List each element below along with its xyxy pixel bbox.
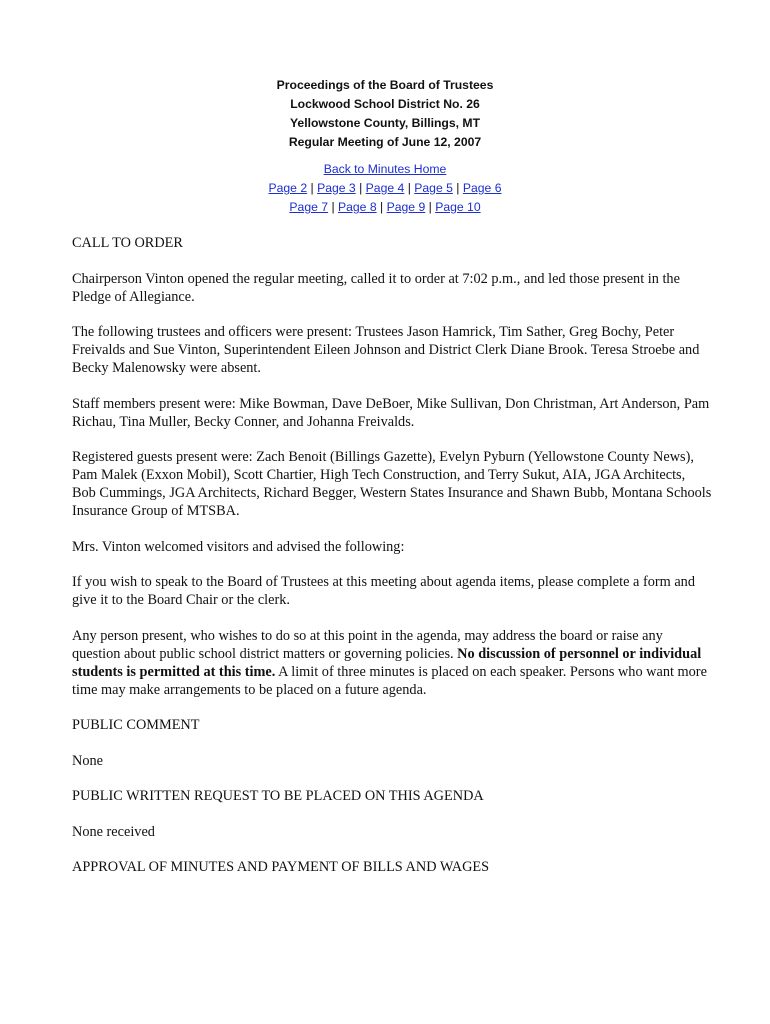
public-address-intro: Any person present, who wishes to do so at this point in the agenda, may address the board or raise any question about public school district matters or governing policies. <box>72 627 663 662</box>
public-address-paragraph <box>72 627 712 699</box>
page-link-3[interactable]: Page 3 <box>317 181 356 195</box>
page-link-8[interactable]: Page 8 <box>338 200 377 214</box>
public-comment-heading: PUBLIC COMMENT <box>72 717 200 733</box>
minutes-body <box>72 234 712 894</box>
page-links-row-1 <box>0 179 770 198</box>
page-link-5[interactable]: Page 5 <box>414 181 453 195</box>
header-title: Proceedings of the Board of Trustees <box>276 78 494 92</box>
back-link-row <box>0 160 770 179</box>
link-separator: | <box>359 181 363 195</box>
link-separator: | <box>331 200 335 214</box>
page-link-2[interactable]: Page 2 <box>268 181 308 195</box>
link-separator: | <box>428 200 432 214</box>
call-to-order-text: Chairperson Vinton opened the regular meeting, called it to order at 7:02 p.m., and led those present in the Pledge of Allegiance. <box>72 270 680 305</box>
page-links-row-2 <box>0 198 770 217</box>
speak-instructions-text: If you wish to speak to the Board of Trustees at this meeting about agenda items, please complete a form and give it to the Board Chair or the clerk. <box>72 574 695 608</box>
approval-heading: APPROVAL OF MINUTES AND PAYMENT OF BILLS AND WAGES <box>72 859 490 875</box>
page-navigation <box>0 160 770 217</box>
public-address-outro: A limit of three minutes is placed on each speaker. Persons who want more time may make arrangements to be placed on a future agenda. <box>72 663 707 698</box>
written-request-text: None received <box>72 823 155 840</box>
public-address-restriction: No discussion of personnel or individual students is permitted at this time. <box>72 645 702 680</box>
trustees-present-text: The following trustees and officers were present: Trustees Jason Hamrick, Tim Sather, Greg Bochy, Peter Freivalds and Sue Vinton, Superintendent Eileen Johnson and District Clerk Diane Brook. Teresa Stroebe and Becky Malenowsky were absent. <box>72 324 700 376</box>
page-link-7[interactable]: Page 7 <box>289 200 329 214</box>
header-district: Lockwood School District No. 26 <box>290 97 480 111</box>
link-separator: | <box>380 200 384 214</box>
written-request-heading: PUBLIC WRITTEN REQUEST TO BE PLACED ON THIS AGENDA <box>72 788 484 804</box>
page-link-9[interactable]: Page 9 <box>386 200 426 214</box>
public-comment-text: None <box>72 752 103 769</box>
header-meeting-date: Regular Meeting of June 12, 2007 <box>288 135 482 149</box>
guests-present-text: Registered guests present were: Zach Benoit (Billings Gazette), Evelyn Pyburn (Yellowstone County News), Pam Malek (Exxon Mobil), Scott Chartier, High Tech Construction, and Terry Sukut, AIA, JGA Architects, Bob Cummings, JGA Architects, Richard Begger, Western States Insurance and Shawn Bubb, Montana Schools Insurance Group of MTSBA. <box>72 449 712 519</box>
welcome-text: Mrs. Vinton welcomed visitors and advised the following: <box>72 538 405 555</box>
call-to-order-heading: CALL TO ORDER <box>72 235 183 251</box>
document-header <box>0 76 770 152</box>
link-separator: | <box>407 181 411 195</box>
link-separator: | <box>310 181 314 195</box>
page-link-4[interactable]: Page 4 <box>365 181 405 195</box>
back-to-minutes-link[interactable]: Back to Minutes Home <box>323 162 447 176</box>
link-separator: | <box>456 181 460 195</box>
page-link-6[interactable]: Page 6 <box>462 181 502 195</box>
page-link-10[interactable]: Page 10 <box>435 200 481 214</box>
header-location: Yellowstone County, Billings, MT <box>289 116 481 130</box>
staff-present-text: Staff members present were: Mike Bowman, Dave DeBoer, Mike Sullivan, Don Christman, Art Anderson, Pam Richau, Tina Muller, Becky Conner, and Johanna Freivalds. <box>72 395 710 430</box>
